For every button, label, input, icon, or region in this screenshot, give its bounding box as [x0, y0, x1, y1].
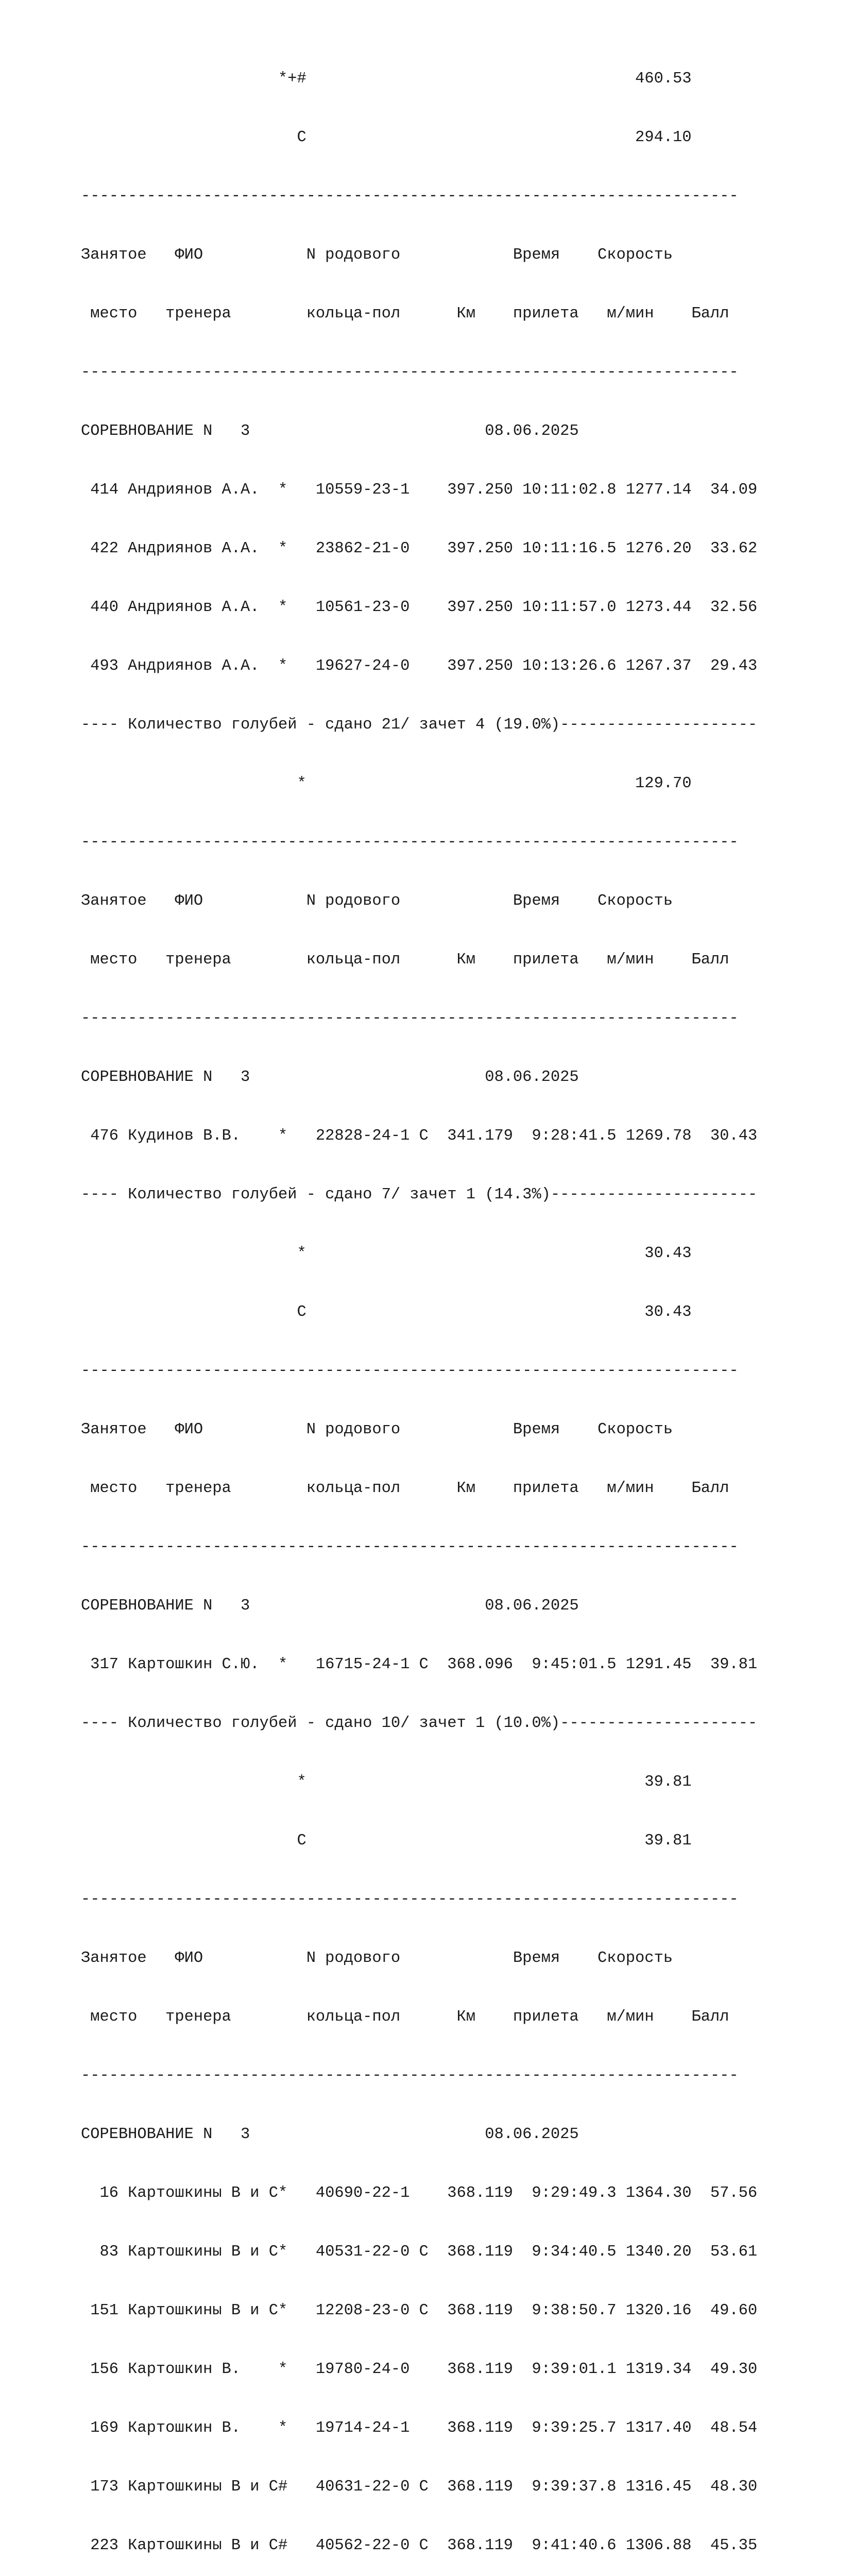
column-header-line: Занятое ФИО N родового Время Скорость: [81, 1950, 673, 1967]
competition-heading: СОРЕВНОВАНИЕ N 3 08.06.2025: [81, 2126, 579, 2143]
result-row: 476 Кудинов В.В. * 22828-24-1 С 341.179 9:28:41.5 1269.78 30.43: [81, 1127, 758, 1145]
result-row: 317 Картошкин С.Ю. * 16715-24-1 С 368.096 9:45:01.5 1291.45 39.81: [81, 1656, 758, 1673]
subtotal-line: C 294.10: [81, 129, 692, 146]
result-row: 169 Картошкин В. * 19714-24-1 368.119 9:39:25.7 1317.40 48.54: [81, 2419, 758, 2437]
result-row: 493 Андриянов А.А. * 19627-24-0 397.250 10:13:26.6 1267.37 29.43: [81, 657, 758, 675]
result-row: 151 Картошкины В и С* 12208-23-0 С 368.119 9:38:50.7 1320.16 49.60: [81, 2302, 758, 2319]
subtotal-line: * 30.43: [81, 1245, 692, 1262]
separator-line: ----------------------------------------------------------------------: [81, 1891, 739, 1908]
separator-line: ----------------------------------------------------------------------: [81, 834, 739, 851]
column-header-line: Занятое ФИО N родового Время Скорость: [81, 246, 673, 264]
result-row: 223 Картошкины В и С# 40562-22-0 С 368.119 9:41:40.6 1306.88 45.35: [81, 2537, 758, 2554]
subtotal-line: С 30.43: [81, 1303, 692, 1321]
summary-line: ---- Количество голубей - сдано 7/ зачет 1 (14.3%)----------------------: [81, 1186, 758, 1204]
separator-line: ----------------------------------------------------------------------: [81, 188, 739, 205]
separator-line: ----------------------------------------------------------------------: [81, 364, 739, 381]
subtotal-line: С 39.81: [81, 1832, 692, 1850]
result-row: 156 Картошкин В. * 19780-24-0 368.119 9:39:01.1 1319.34 49.30: [81, 2361, 758, 2378]
separator-line: ----------------------------------------------------------------------: [81, 1362, 739, 1380]
result-row: 440 Андриянов А.А. * 10561-23-0 397.250 10:11:57.0 1273.44 32.56: [81, 599, 758, 616]
result-row: 422 Андриянов А.А. * 23862-21-0 397.250 10:11:16.5 1276.20 33.62: [81, 540, 758, 557]
subtotal-line: *+# 460.53: [81, 70, 692, 88]
result-row: 16 Картошкины В и С* 40690-22-1 368.119 9:29:49.3 1364.30 57.56: [81, 2184, 758, 2202]
separator-line: ----------------------------------------------------------------------: [81, 1010, 739, 1027]
column-header-line: место тренера кольца-пол Км прилета м/мин Балл: [81, 305, 729, 323]
competition-heading: СОРЕВНОВАНИЕ N 3 08.06.2025: [81, 1069, 579, 1086]
separator-line: ----------------------------------------------------------------------: [81, 2067, 739, 2084]
summary-line: ---- Количество голубей - сдано 10/ зачет 1 (10.0%)---------------------: [81, 1715, 758, 1732]
column-header-line: место тренера кольца-пол Км прилета м/мин Балл: [81, 951, 729, 969]
column-header-line: место тренера кольца-пол Км прилета м/мин Балл: [81, 1480, 729, 1497]
result-row: 83 Картошкины В и С* 40531-22-0 С 368.119 9:34:40.5 1340.20 53.61: [81, 2243, 758, 2261]
summary-line: ---- Количество голубей - сдано 21/ зачет 4 (19.0%)---------------------: [81, 716, 758, 734]
result-row: 173 Картошкины В и С# 40631-22-0 С 368.119 9:39:37.8 1316.45 48.30: [81, 2478, 758, 2496]
separator-line: ----------------------------------------------------------------------: [81, 1538, 739, 1556]
result-row: 414 Андриянов А.А. * 10559-23-1 397.250 10:11:02.8 1277.14 34.09: [81, 481, 758, 499]
results-printout: [81, 30, 757, 2576]
competition-heading: СОРЕВНОВАНИЕ N 3 08.06.2025: [81, 1597, 579, 1615]
column-header-line: Занятое ФИО N родового Время Скорость: [81, 892, 673, 910]
competition-heading: СОРЕВНОВАНИЕ N 3 08.06.2025: [81, 422, 579, 440]
column-header-line: Занятое ФИО N родового Время Скорость: [81, 1421, 673, 1438]
subtotal-line: * 129.70: [81, 775, 692, 792]
column-header-line: место тренера кольца-пол Км прилета м/мин Балл: [81, 2008, 729, 2026]
subtotal-line: * 39.81: [81, 1773, 692, 1791]
